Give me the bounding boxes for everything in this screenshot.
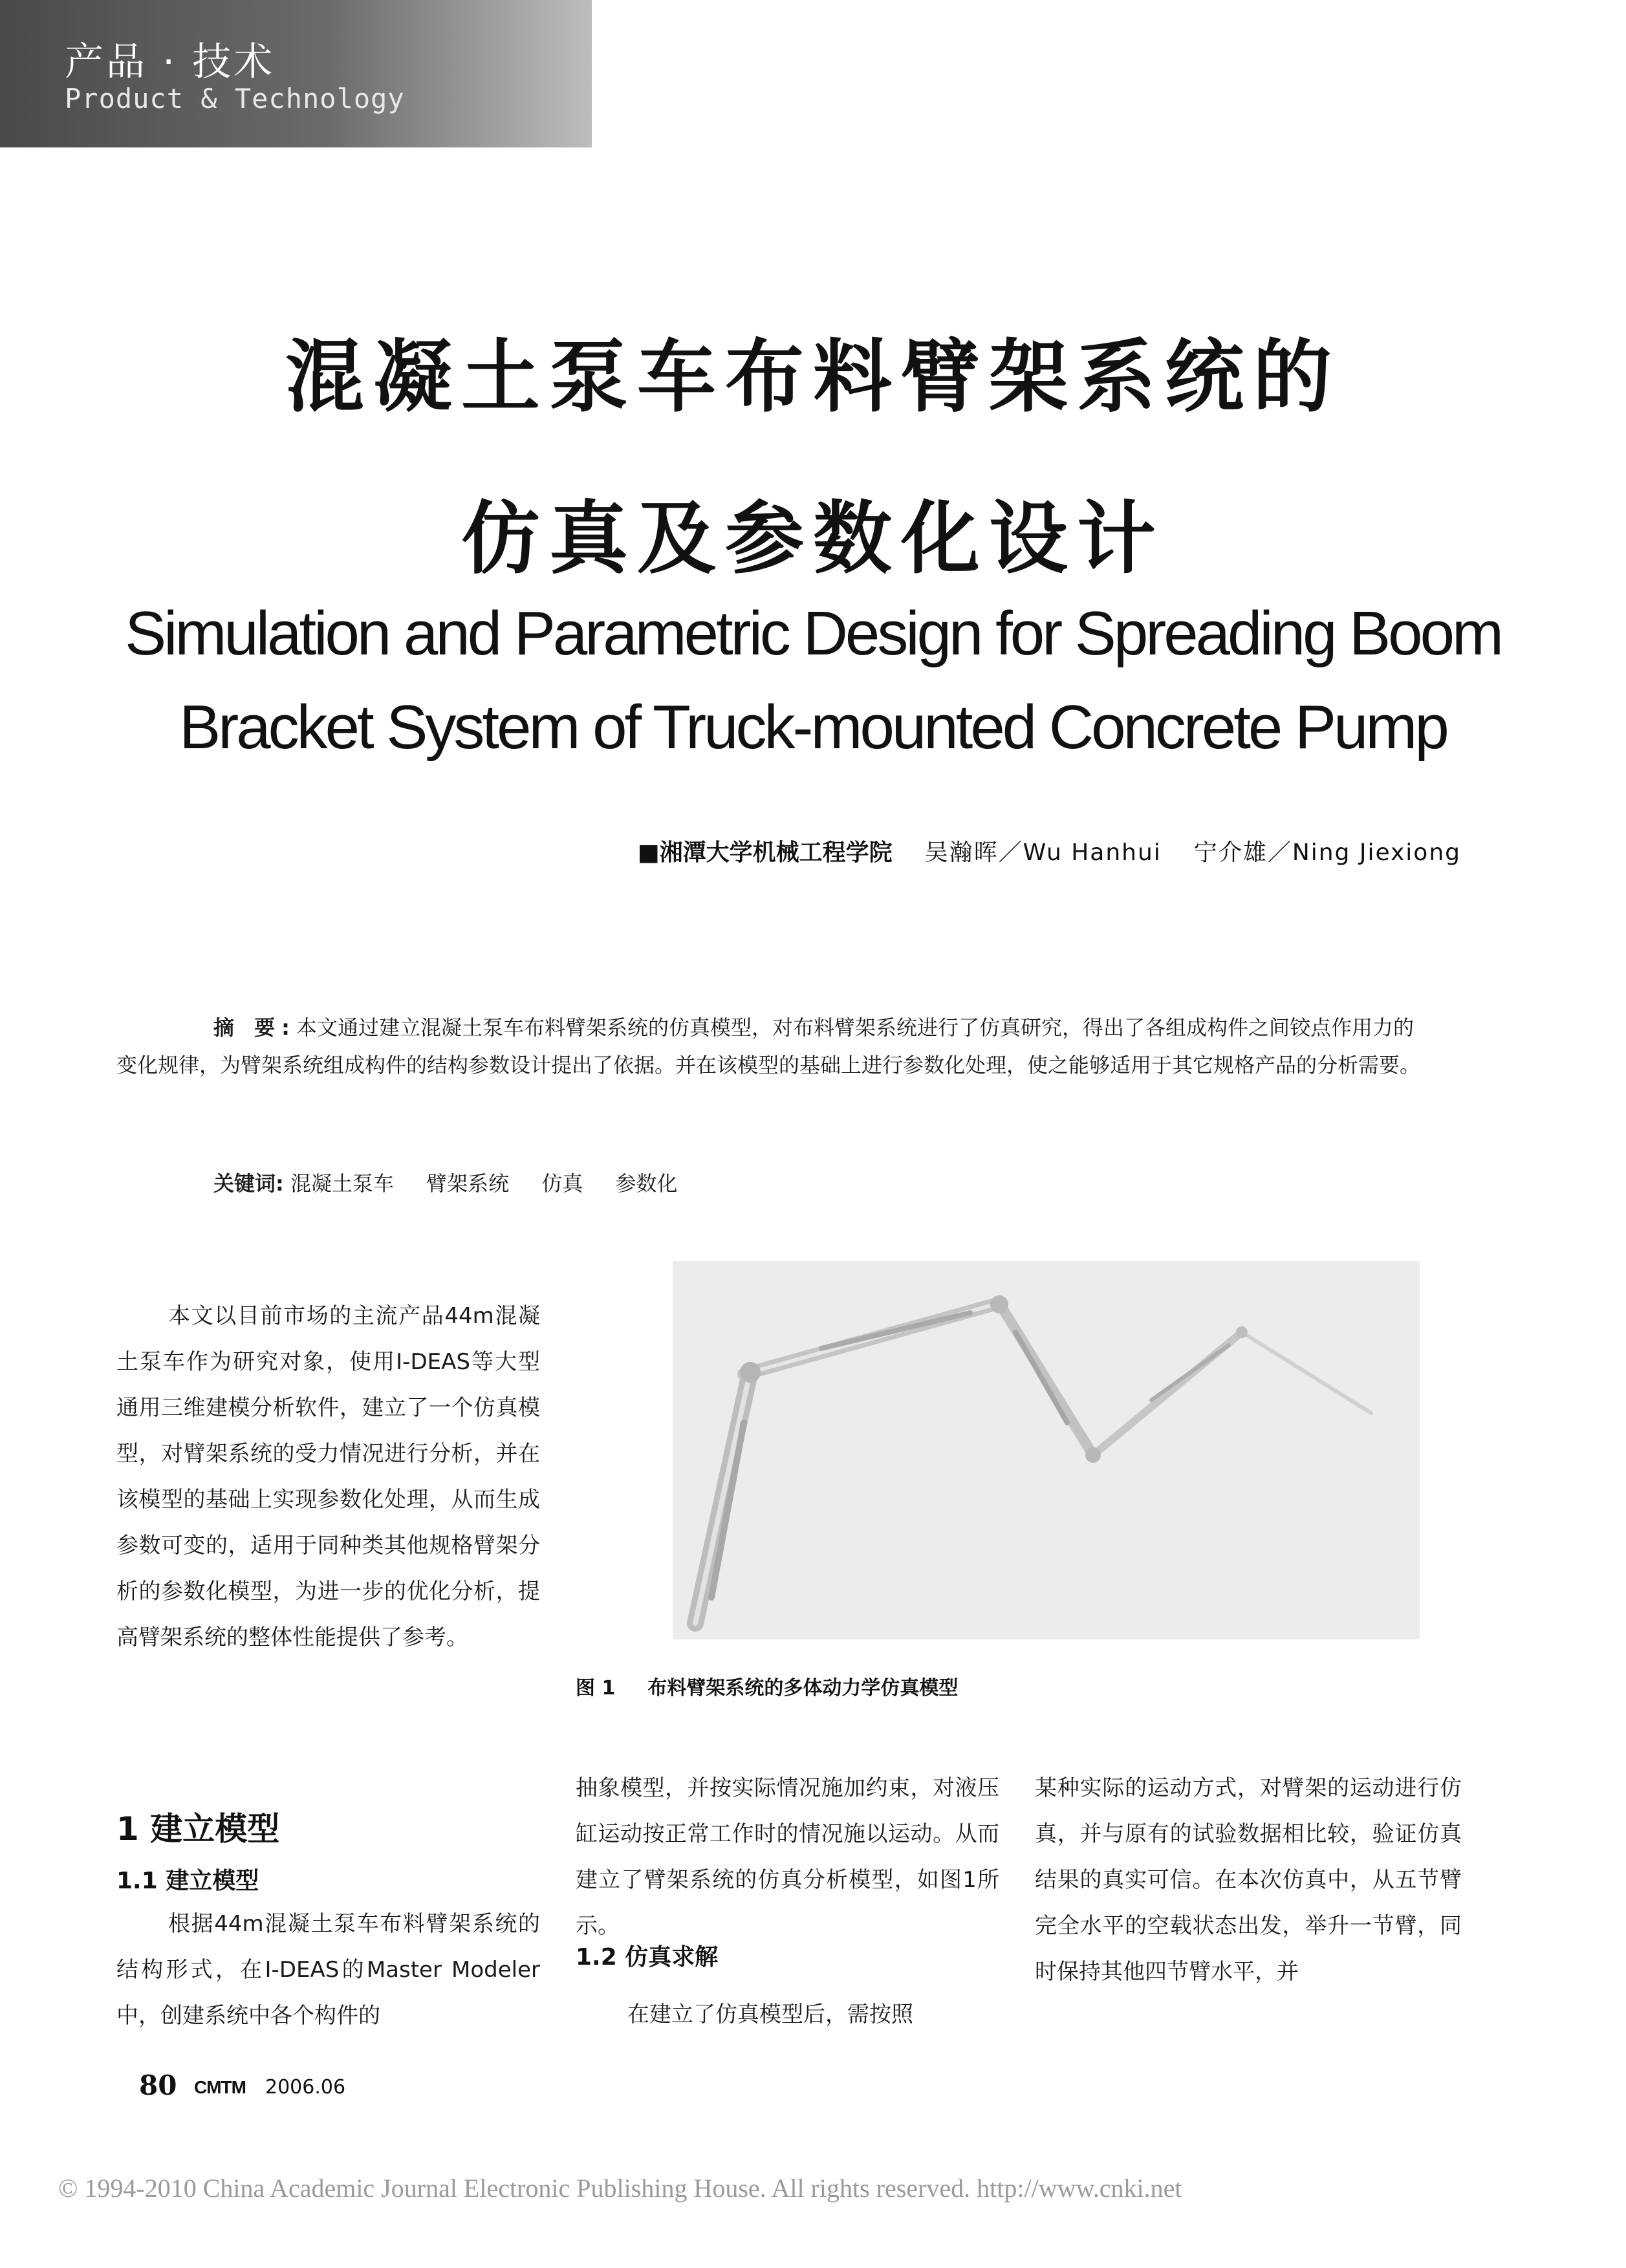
subsection-heading-1-1: 1.1 建立模型 [116,1868,259,1894]
affiliation: ■湘潭大学机械工程学院 [637,839,893,866]
figure-caption [576,1672,958,1700]
paragraph-col2: 抽象模型，并按实际情况施加约束，对液压缸运动按正常工作时的情况施以运动。从而建立了臂架系统的仿真分析模型，如图1所示。 [576,1775,999,1939]
author-1: 吴瀚晖／Wu Hanhui [924,839,1162,866]
subsection-heading-1-2: 1.2 仿真求解 [576,1944,719,1971]
boom-section-5 [1242,1332,1371,1413]
section-title-zh: 产品 · 技术 [65,39,276,85]
issue-date: 2006.06 [265,2076,346,2099]
boom-section-3 [999,1303,1093,1455]
author-2: 宁介雄／Ning Jiexiong [1193,839,1461,866]
title-en-line-1: Simulation and Parametric Design for Spreading Boom [125,599,1501,668]
title-en-line-2: Bracket System of Truck-mounted Concrete Pump [179,693,1447,762]
keyword-item: 参数化 [615,1171,678,1196]
title-zh-line-2: 仿真及参数化设计 [461,493,1165,585]
keyword-item: 臂架系统 [426,1171,510,1196]
hinge-joint [740,1362,761,1383]
copyright-notice: © 1994-2010 China Academic Journal Electronic Publishing House. All rights reserved. http://www.cnki.net [58,2174,1182,2203]
journal-name: CMTM [194,2077,246,2097]
hydraulic-cylinder [1015,1332,1067,1423]
intro-paragraph: 本文以目前市场的主流产品44m混凝土泵车作为研究对象，使用I-DEAS等大型通用三维建模分析软件，建立了一个仿真模型，对臂架系统的受力情况进行分析，并在该模型的基础上实现参数化处理，从而生成参数可变的，适用于同种类其他规格臂架分析的参数化模型，为进一步的优化分析，提高臂架系统的整体性能提供了参考。 [116,1303,540,1650]
hinge-joint [1236,1326,1248,1338]
figure-number: 图 1 [576,1677,616,1700]
section-title-en: Product & Technology [65,83,405,114]
abstract [116,1009,1429,1084]
author-line [638,834,1461,867]
hydraulic-cylinder [1151,1345,1229,1400]
abstract-label: 摘 要: [213,1015,296,1040]
paragraph-col3: 某种实际的运动方式，对臂架的运动进行仿真，并与原有的试验数据相比较，验证仿真结果的真实可信。在本次仿真中，从五节臂完全水平的空载状态出发，举升一节臂，同时保持其他四节臂水平，并 [1035,1775,1462,1985]
hinge-joint [1085,1447,1101,1463]
hinge-joint [990,1295,1008,1313]
keyword-item: 仿真 [541,1171,583,1196]
figure-boom-simulation-model [673,1261,1420,1639]
keyword-item: 混凝土泵车 [290,1171,394,1196]
boom-model-graphic [673,1261,1420,1639]
figure-caption-text: 布料臂架系统的多体动力学仿真模型 [647,1677,959,1700]
keywords-label: 关键词: [213,1171,284,1196]
hydraulic-cylinder [821,1313,970,1348]
keywords [213,1167,704,1197]
paragraph-1-1: 根据44m混凝土泵车布料臂架系统的结构形式，在I-DEAS的Master Modeler中，创建系统中各个构件的 [116,1911,540,2029]
title-zh-line-1: 混凝土泵车布料臂架系统的 [285,331,1341,423]
page-number: 80 [139,2069,177,2101]
section-heading-1: 1 建立模型 [116,1810,280,1848]
abstract-text: 本文通过建立混凝土泵车布料臂架系统的仿真模型，对布料臂架系统进行了仿真研究，得出了各组成构件之间铰点作用力的变化规律，为臂架系统组成构件的结构参数设计提出了依据。并在该模型的基础上进行参数化处理，使之能够适用于其它规格产品的分析需要。 [116,1015,1421,1077]
paragraph-1-2: 在建立了仿真模型后，需按照 [627,2002,913,2027]
